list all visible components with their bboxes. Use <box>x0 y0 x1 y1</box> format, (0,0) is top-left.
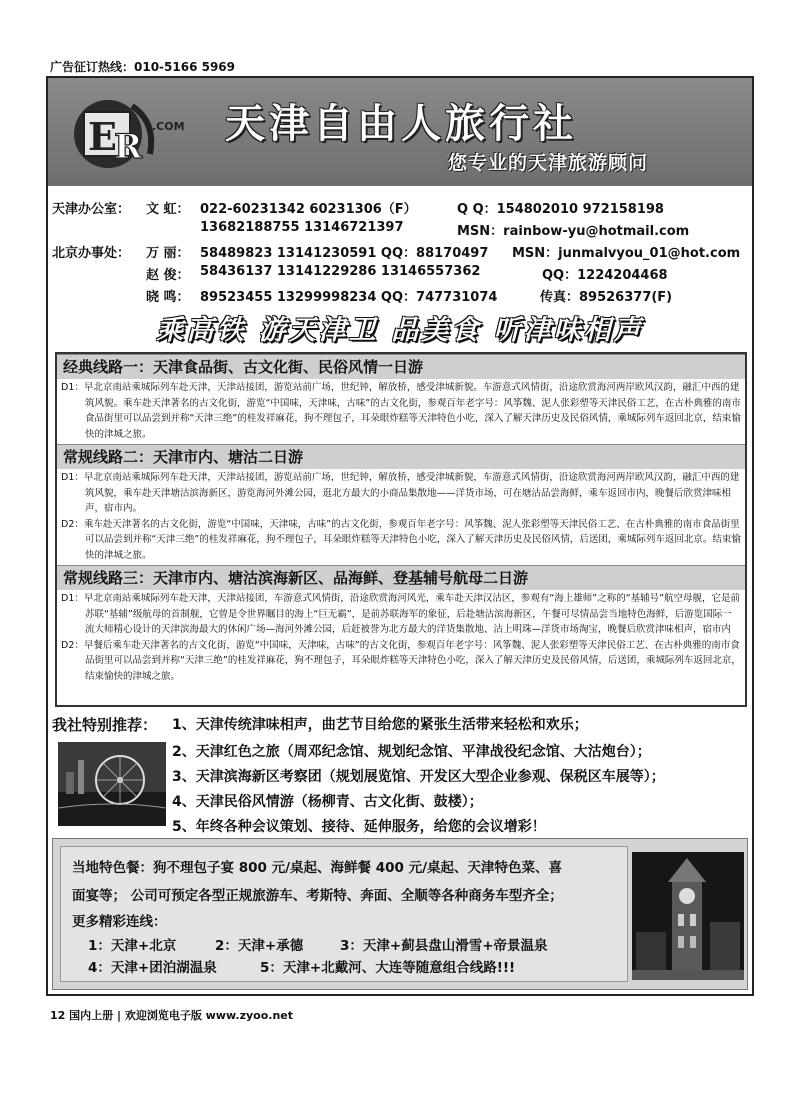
route-day: D1：早北京南站乘城际列车赴天津，天津站接团，游览站前广场，世纪钟，解放桥，感受津城新貌，车游意式风情街，沿途欣赏海河两岸欧风汉韵，融汇中西的建筑风貌，乘车赴天津塘沽滨海新区，游览海河外滩公园，逛北方最大的小商品集散地——洋货市场，可在塘沽品尝海鲜，乘车返回市内，晚餐后欣赏津味相声，宿市内。 <box>61 472 740 514</box>
clock-tower-photo <box>632 852 744 980</box>
brand-name: 天津自由人旅行社 <box>225 101 577 147</box>
beijing-contact-1-phones: 58489823 13141230591 QQ：88170497 <box>200 246 489 261</box>
ad-hotline: 广告征订热线：010-5166 5969 <box>50 60 236 74</box>
beijing-contact-2-qq: QQ：1224204468 <box>542 268 668 283</box>
beijing-contact-3-phones: 89523455 13299998234 QQ：747731074 <box>200 290 498 305</box>
recommend-title: 我社特别推荐： <box>52 716 158 734</box>
combo-link: 3：天津+蓟县盘山滑雪+帝景温泉 <box>340 938 548 954</box>
combo-link: 2：天津+承德 <box>215 938 304 954</box>
route-3 <box>57 565 745 686</box>
route-day: D2：乘车赴天津著名的古文化街，游览“中国味，天津味，古味”的古文化街，参观百年老字号：风筝魏、泥人张彩塑等天津民俗工艺、在古朴典雅的南市食品街里可以品尝到并称“天津三绝”的桂发祥麻花，狗不理包子，耳朵眼炸糕等天津特色小吃，深入了解天津历史及民俗风情，后送团，乘城际列车返回北京。结束愉快的津城之旅。 <box>61 518 741 561</box>
svg-text:R: R <box>114 127 143 167</box>
routes-box <box>55 352 747 707</box>
tianjin-phone-2: 13682188755 13146721397 <box>200 220 404 235</box>
route-1 <box>57 354 745 444</box>
route-2 <box>57 444 745 565</box>
logo-text: .COM <box>152 120 185 133</box>
local-food-line: 当地特色餐：狗不理包子宴 800 元/桌起、海鲜餐 400 元/桌起、天津特色菜、喜 <box>72 860 563 876</box>
company-logo-icon <box>70 92 188 174</box>
promo-headline: 乘高铁 游天津卫 品美食 听津味相声 <box>156 315 644 346</box>
route-title: 常规线路二：天津市内、塘沽二日游 <box>57 444 745 469</box>
recommend-item: 1、天津传统津味相声，曲艺节目给您的紧张生活带来轻松和欢乐； <box>172 717 588 733</box>
beijing-contact-3-name: 晓 鸣： <box>146 290 190 305</box>
recommend-item: 2、天津红色之旅（周邓纪念馆、规划纪念馆、平津战役纪念馆、大沽炮台）； <box>172 744 651 760</box>
route-day: D2：早餐后乘车赴天津著名的古文化街，游览“中国味，天津味，古味”的古文化街，参观百年老字号：风筝魏、泥人张彩塑等天津民俗工艺、在古朴典雅的南市食品街里可以品尝到并称“天津三绝”的桂发祥麻花，狗不理包子，耳朵眼炸糕等天津特色小吃，深入了解天津历史及民俗风情，后送团，乘城际列车返回北京，结束愉快的津城之旅。 <box>61 639 741 682</box>
recommend-item: 5、年终各种会议策划、接待、延伸服务，给您的会议增彩！ <box>172 819 546 835</box>
tianjin-msn: MSN：rainbow-yu@hotmail.com <box>457 224 690 239</box>
tianjin-qq: Q Q：154802010 972158198 <box>457 202 664 217</box>
ferris-wheel-photo <box>58 742 166 826</box>
combo-link: 1：天津+北京 <box>88 938 177 954</box>
combo-link: 4：天津+团泊湖温泉 <box>88 960 217 976</box>
recommend-item: 3、天津滨海新区考察团（规划展览馆、开发区大型企业参观、保税区车展等）； <box>172 769 665 785</box>
beijing-office-label: 北京办事处： <box>52 246 131 261</box>
combo-link: 5：天津+北戴河、大连等随意组合线路!!! <box>260 960 516 976</box>
tianjin-office-label: 天津办公室： <box>52 202 131 217</box>
beijing-contact-2-name: 赵 俊： <box>146 268 190 283</box>
page-footer: 12 国内上册 | 欢迎浏览电子版 www.zyoo.net <box>50 1009 294 1022</box>
beijing-contact-2-phones: 58436137 13141229286 13146557362 <box>200 264 481 279</box>
beijing-contact-1-msn: MSN：junmalvyou_01@hot.com <box>512 246 741 261</box>
local-vehicle-line: 面宴等； 公司可预定各型正规旅游车、考斯特、奔面、全顺等各种商务车型齐全； <box>72 888 563 904</box>
brand-slogan: 您专业的天津旅游顾问 <box>448 152 649 174</box>
svg-text:E: E <box>88 114 117 159</box>
route-title: 常规线路三：天津市内、塘沽滨海新区、品海鲜、登基辅号航母二日游 <box>57 565 745 590</box>
recommend-item: 4、天津民俗风情游（杨柳青、古文化街、鼓楼）； <box>172 794 483 810</box>
more-routes-title: 更多精彩连线： <box>72 914 167 930</box>
tianjin-phone-1: 022-60231342 60231306（F） <box>200 202 417 217</box>
beijing-contact-1-name: 万 丽： <box>146 246 190 261</box>
route-day: D1：早北京南站乘城际列车赴天津，天津站接团，游览站前广场，世纪钟，解放桥，感受津城新貌。车游意式风情街，沿途欣赏海河两岸欧风汉韵，融汇中西的建筑风貌。乘车赴天津著名的古文化街，游览“中国味，天津味，古味”的古文化街，参观百年老字号：风筝魏、泥人张彩塑等天津民俗工艺，在古朴典雅的南市食品街里可以品尝到并称“天津三绝”的桂发祥麻花，狗不理包子，耳朵眼炸糕等天津特色小吃，深入了解天津历史及民俗风情，乘城际列车返回北京，结束愉快的津城之旅。 <box>61 382 741 440</box>
beijing-fax: 传真：89526377(F) <box>540 290 673 305</box>
route-day: D1：早北京南站乘城际列车赴天津，天津站接团，车游意式风情街，沿途欣赏海河风光，乘车赴天津汉沽区，参观有“海上雄师”之称的“基辅号”航空母舰，它是前苏联“基辅”级航母的首制舰，它曾是令世界瞩目的海上“巨无霸”，是前苏联海军的象征，后赴塘沽滨海新区，午餐可尽情品尝当地特色海鲜，后游览国际一流大师精心设计的天津滨海最大的休闲广场—海河外滩公园，后赶被誉为北方最大的洋货集散地、沽上明珠—洋货市场淘宝，晚餐后欣赏津味相声，宿市内 <box>61 593 741 635</box>
route-title: 经典线路一：天津食品街、古文化街、民俗风情一日游 <box>57 354 745 379</box>
tianjin-contact-name: 文 虹： <box>146 202 190 217</box>
